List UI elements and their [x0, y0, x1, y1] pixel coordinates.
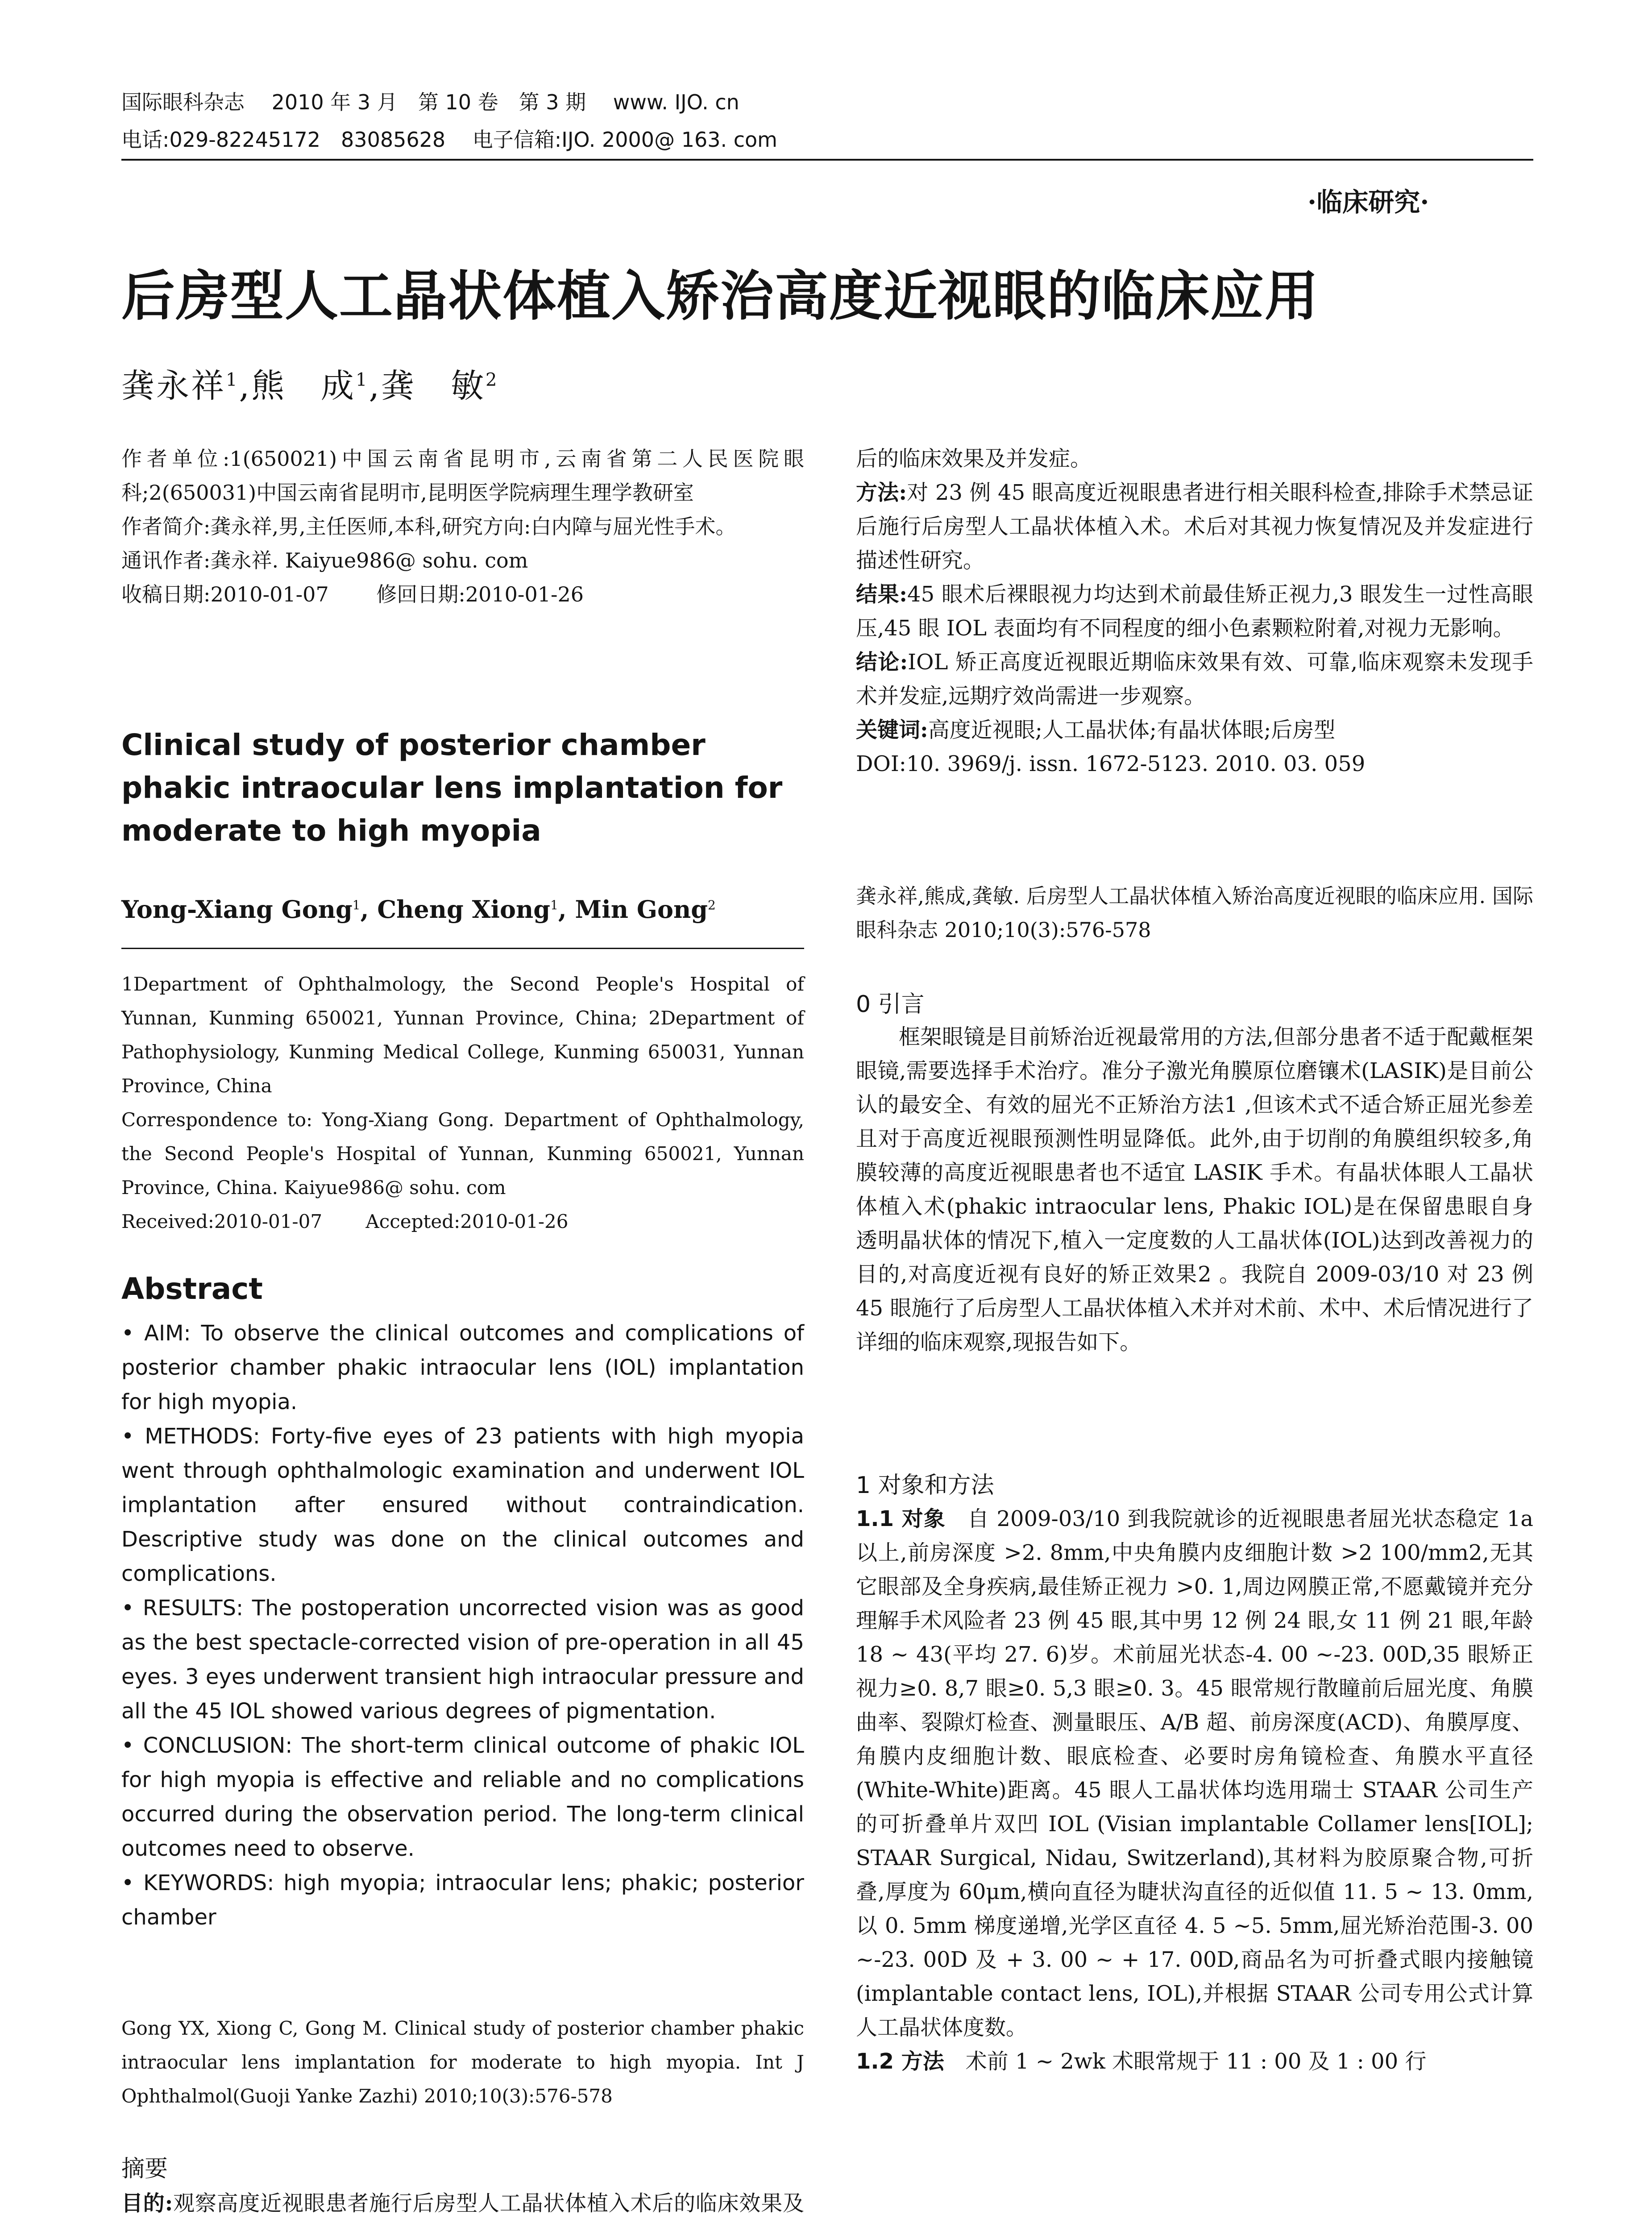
- author-cn-3: 龚 敏: [381, 367, 486, 405]
- authors-rule: [121, 948, 804, 949]
- methods-subjects-label: 1.1 对象: [856, 1506, 946, 1531]
- author-bio-cn: 作者简介:龚永祥,男,主任医师,本科,研究方向:白内障与屈光性手术。: [121, 514, 736, 539]
- abstract-cn-conclusion: [856, 645, 1533, 713]
- abstract-cn-methods: [856, 476, 1533, 577]
- intro-heading: 0 引言: [856, 991, 925, 1018]
- abstract-cn-keywords-label: 关键词:: [856, 717, 928, 742]
- author-en-2: Cheng Xiong: [377, 895, 551, 924]
- abstract-cn-methods-text: 对 23 例 45 眼高度近视眼患者进行相关眼科检查,排除手术禁忌证后施行后房型人工晶状体植入术。术后对其视力恢复情况及并发症进行描述性研究。: [856, 480, 1533, 573]
- author-info: [121, 442, 804, 611]
- abstract-cn-body: [856, 476, 1533, 781]
- citation-en: [121, 2011, 804, 2113]
- abstract-cn-keywords-text: 高度近视眼;人工晶状体;有晶状体眼;后房型: [928, 717, 1336, 742]
- author-en-1-aff: 1: [352, 898, 361, 912]
- journal-header-line1: 国际眼科杂志 2010 年 3 月 第 10 卷 第 3 期 www. IJO. cn: [121, 90, 739, 114]
- methods-procedure-text: 术前 1 ~ 2wk 术眼常规于 11 : 00 及 1 : 00 行: [965, 2049, 1427, 2074]
- abstract-cn-methods-label: 方法:: [856, 480, 907, 505]
- abstract-cn-aim-label: 目的:: [121, 2191, 173, 2216]
- intro-body: [856, 1020, 1533, 1359]
- abstract-aim: • AIM: To observe the clinical outcomes and complications of posterior chamber phakic intraocular lens (IOL) implantation for high myopia.: [121, 1321, 804, 1414]
- abstract-cn-conclusion-text: IOL 矫正高度近视眼近期临床效果有效、可靠,临床观察未发现手术并发症,远期疗效尚需进一步观察。: [856, 650, 1533, 709]
- methods-subjects-text: 自 2009-03/10 到我院就诊的近视眼患者屈光状态稳定 1a 以上,前房深度 >2. 8mm,中央角膜内皮细胞计数 >2 100/mm2,无其它眼部及全身疾病,最佳矫正视力 >0. 1,周边网膜正常,不愿戴镜并充分理解手术风险者 23 例 45 眼,其中男 12 例 24 眼,女 11 例 21 眼,年龄 18 ~ 43(平均 27. 6)岁。术前屈光状态-4. 00 ~-23. 00D,35 眼矫正视力≥0. 8,7 眼≥0. 5,3 眼≥0. 3。45 眼常规行散瞳前后屈光度、角膜曲率、裂隙灯检查、测量眼压、A/B 超、前房深度(ACD)、角膜厚度、角膜内皮细胞计数、眼底检查、必要时房角镜检查、角膜水平直径(White-White)距离。45 眼人工晶状体均选用瑞士 STAAR 公司生产的可折叠单片双凹 IOL (Visian implantable Collamer lens[IOL]; STAAR Surgical, Nidau, Switzerland),其材料为胶原聚合物,可折叠,厚度为 60μm,横向直径为睫状沟直径的近似值 11. 5 ~ 13. 0mm,以 0. 5mm 梯度递增,光学区直径 4. 5 ~5. 5mm,屈光矫治范围-3. 00 ~-23. 00D 及 + 3. 00 ~ + 17. 00D,商品名为可折叠式眼内接触镜(implantable contact lens, IOL),并根据 STAAR 公司专用公式计算人工晶状体度数。: [856, 1506, 1533, 2040]
- abstract-conclusion: • CONCLUSION: The short-term clinical outcome of phakic IOL for high myopia is effective and reliable and no complications occurred during the observation period. The long-term clinical outcomes need to observe.: [121, 1733, 804, 1861]
- abstract-cn-right: [856, 442, 1533, 476]
- author-cn-1: 龚永祥: [121, 367, 226, 405]
- section-tag: ·临床研究·: [1307, 187, 1429, 217]
- intro-paragraph: 框架眼镜是目前矫治近视最常用的方法,但部分患者不适于配戴框架眼镜,需要选择手术治疗。准分子激光角膜原位磨镶术(LASIK)是目前公认的最安全、有效的屈光不正矫治方法1 ,但该术式不适合矫正屈光参差且对于高度近视眼预测性明显降低。此外,由于切削的角膜组织较多,角膜较薄的高度近视眼患者也不适宜 LASIK 手术。有晶状体眼人工晶状体植入术(phakic intraocular lens, Phakic IOL)是在保留患眼自身透明晶状体的情况下,植入一定度数的人工晶状体(IOL)达到改善视力的目的,对高度近视有良好的矫正效果2 。我院自 2009-03/10 对 23 例 45 眼施行了后房型人工晶状体植入术并对术前、术中、术后情况进行了详细的临床观察,现报告如下。: [856, 1024, 1533, 1355]
- article-title-cn: 后房型人工晶状体植入矫治高度近视眼的临床应用: [121, 265, 1319, 328]
- author-cn-2: 熊 成: [251, 367, 356, 405]
- abstract-cn-heading: 摘要: [121, 2156, 168, 2182]
- author-en-sep: ,: [360, 895, 378, 924]
- corresponding-author-cn: 通讯作者:龚永祥. Kaiyue986@ sohu. com: [121, 548, 528, 572]
- authors-en: [121, 895, 716, 924]
- journal-header-line2: 电话:029-82245172 83085628 电子信箱:IJO. 2000@ 163. com: [121, 128, 777, 152]
- abstract-cn-conclusion-label: 结论:: [856, 650, 908, 675]
- author-en-2-aff: 1: [550, 898, 558, 912]
- citation-en-text: Gong YX, Xiong C, Gong M. Clinical study of posterior chamber phakic intraocular lens implantation for moderate to high myopia. Int J Ophthalmol(Guoji Yanke Zazhi) 2010;10(3):576-578: [121, 2017, 804, 2107]
- methods-subjects: [856, 1502, 1533, 2044]
- author-en-1: Yong-Xiang Gong: [121, 895, 353, 924]
- author-cn-1-aff: 1: [226, 369, 239, 390]
- dates-en: Received:2010-01-07 Accepted:2010-01-26: [121, 1211, 569, 1232]
- affiliation-en-text: 1Department of Ophthalmology, the Second People's Hospital of Yunnan, Kunming 650021, Yunnan Province, China; 2Department of Pathophysiology, Kunming Medical College, Kunming 650031, Yunnan Province, China: [121, 973, 804, 1097]
- author-affiliation-cn: 作者单位:1(650021)中国云南省昆明市,云南省第二人民医院眼科;2(650031)中国云南省昆明市,昆明医学院病理生理学教研室: [121, 447, 804, 505]
- correspondence-en: Correspondence to: Yong-Xiang Gong. Department of Ophthalmology, the Second People's Hospital of Yunnan, Kunming 650021, Yunnan Province, China. Kaiyue986@ sohu. com: [121, 1109, 804, 1198]
- abstract-cn-results-label: 结果:: [856, 582, 908, 607]
- author-en-3-aff: 2: [708, 898, 716, 912]
- citation-cn: [856, 879, 1533, 947]
- abstract-cn-results-text: 45 眼术后裸眼视力均达到术前最佳矫正视力,3 眼发生一过性高眼压,45 眼 IOL 表面均有不同程度的细小色素颗粒附着,对视力无影响。: [856, 582, 1533, 641]
- abstract-results: • RESULTS: The postoperation uncorrected vision was as good as the best spectacle-corrected vision of pre-operation in all 45 eyes. 3 eyes underwent transient high intraocular pressure and all the 45 IOL showed various degrees of pigmentation.: [121, 1596, 804, 1724]
- author-cn-sep: ,: [369, 367, 381, 405]
- methods-body: [856, 1502, 1533, 2078]
- author-cn-sep: ,: [239, 367, 251, 405]
- abstract-cn-aim-continued: 后的临床效果及并发症。: [856, 446, 1092, 471]
- abstract-cn-doi: DOI:10. 3969/j. issn. 1672-5123. 2010. 03. 059: [856, 751, 1366, 776]
- author-cn-2-aff: 1: [355, 369, 369, 390]
- article-title-en: Clinical study of posterior chamber phakic intraocular lens implantation for moderate to high myopia: [121, 728, 783, 848]
- citation-cn-text: 龚永祥,熊成,龚敏. 后房型人工晶状体植入矫治高度近视眼的临床应用. 国际眼科杂志 2010;10(3):576-578: [856, 884, 1533, 942]
- abstract-body: [121, 1316, 804, 1935]
- abstract-cn-keywords: [856, 713, 1533, 747]
- abstract-keywords: • KEYWORDS: high myopia; intraocular lens; phakic; posterior chamber: [121, 1870, 804, 1930]
- author-en-sep: ,: [558, 895, 575, 924]
- methods-procedure-label: 1.2 方法: [856, 2049, 944, 2074]
- methods-heading: 1 对象和方法: [856, 1472, 994, 1499]
- abstract-cn-results: [856, 577, 1533, 645]
- author-en-3: Min Gong: [575, 895, 708, 924]
- abstract-cn-aim-start: [121, 2186, 804, 2220]
- methods-procedure: [856, 2044, 1533, 2078]
- dates-cn: 收稿日期:2010-01-07 修回日期:2010-01-26: [121, 582, 584, 606]
- authors-cn: [121, 360, 498, 407]
- abstract-heading: Abstract: [121, 1272, 263, 1306]
- header-rule: [121, 159, 1533, 161]
- author-cn-3-aff: 2: [485, 369, 499, 390]
- abstract-methods: • METHODS: Forty-five eyes of 23 patients with high myopia went through ophthalmologic examination and underwent IOL implantation after ensured without contraindication. Descriptive study was done on the clinical outcomes and complications.: [121, 1424, 804, 1586]
- abstract-cn-aim-text: 观察高度近视眼患者施行后房型人工晶状体植入术后的临床效果及: [173, 2191, 804, 2216]
- affiliation-en: [121, 967, 804, 1239]
